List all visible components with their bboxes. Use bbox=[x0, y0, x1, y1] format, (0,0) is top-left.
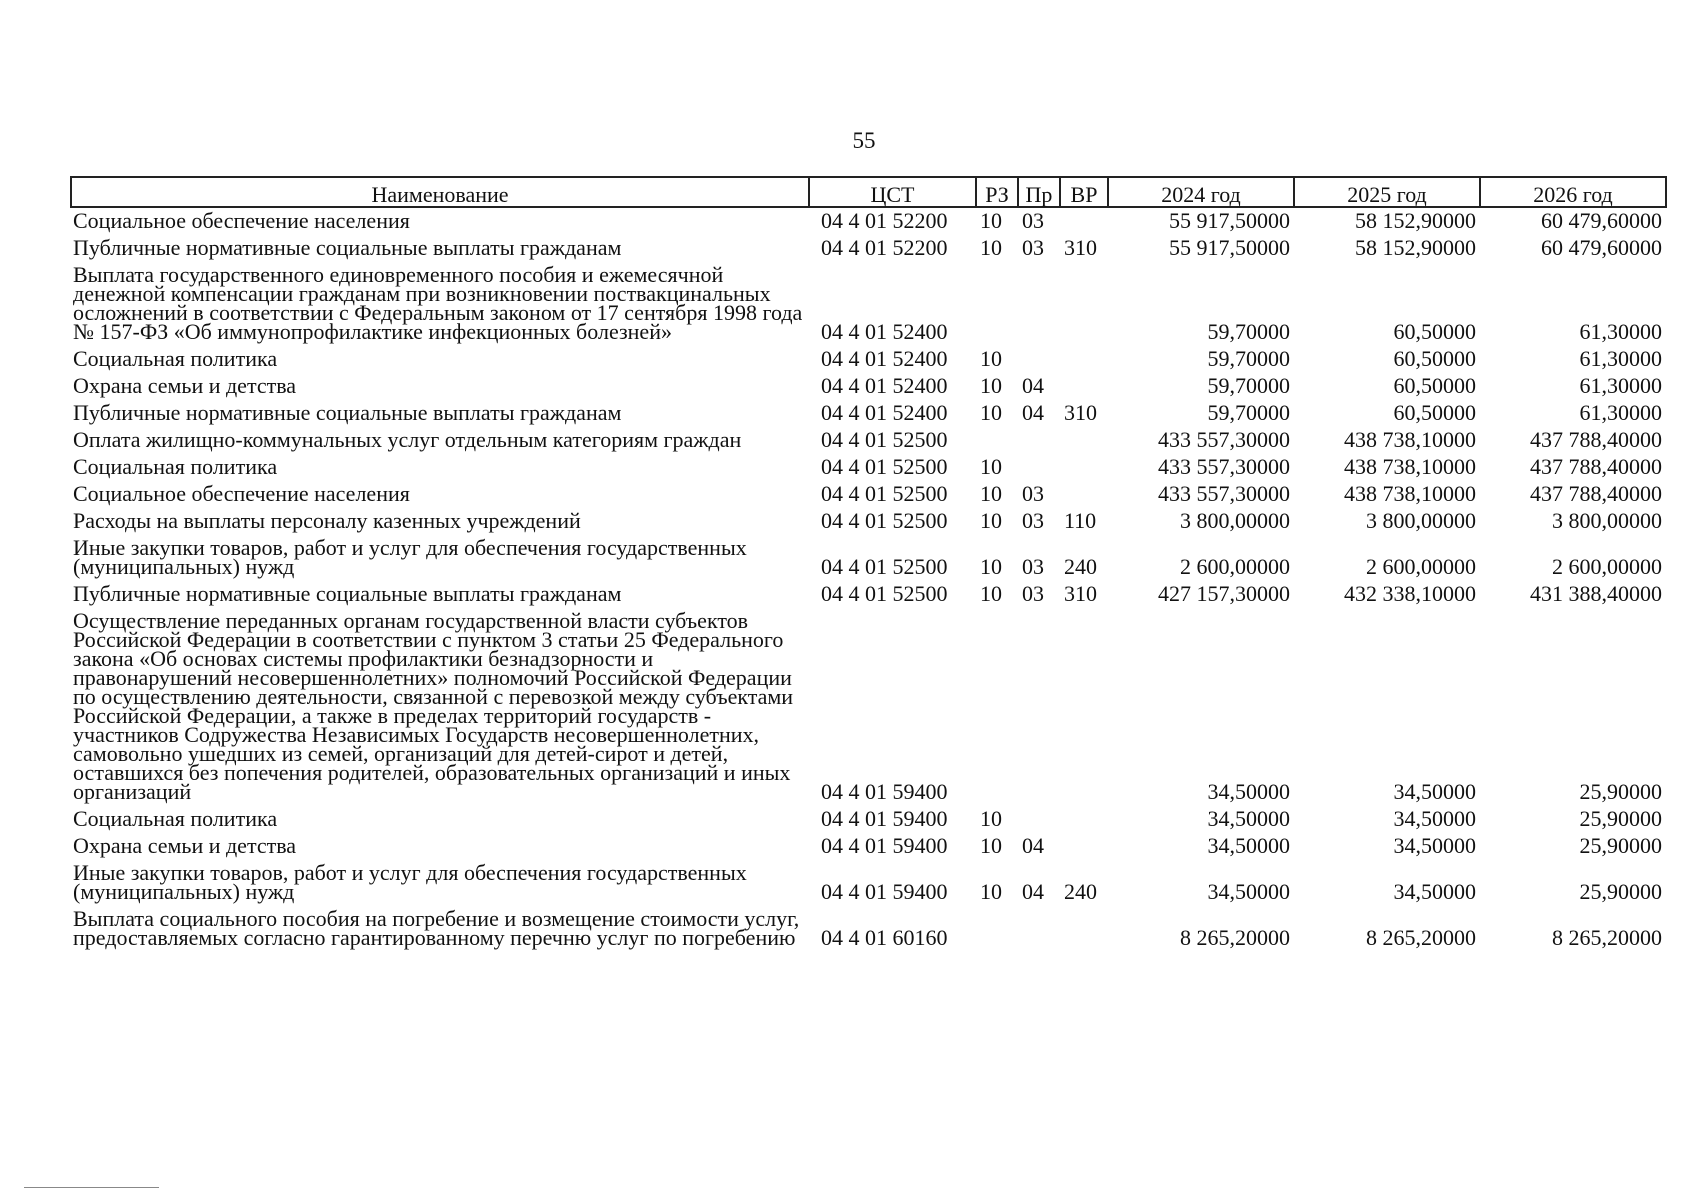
cell-vr bbox=[1060, 427, 1108, 454]
cell-rz bbox=[976, 262, 1018, 346]
cell-name: Социальная политика bbox=[73, 454, 278, 479]
cell-pr bbox=[1018, 454, 1060, 481]
cell-vr bbox=[1060, 806, 1108, 833]
cell-rz: 10 bbox=[980, 508, 1002, 533]
cell-2024: 55 917,50000 bbox=[1169, 235, 1290, 260]
cell-vr bbox=[1060, 833, 1108, 860]
header-vr: ВР bbox=[1060, 177, 1108, 207]
header-2026: 2026 год bbox=[1480, 177, 1666, 207]
cell-2026: 60 479,60000 bbox=[1541, 208, 1662, 233]
table-row bbox=[71, 346, 1666, 373]
cell-rz bbox=[976, 906, 1018, 952]
cell-cst: 04 4 01 52400 bbox=[821, 346, 948, 371]
cell-2026: 61,30000 bbox=[1579, 373, 1662, 398]
table-row bbox=[71, 608, 1666, 806]
cell-cst: 04 4 01 52500 bbox=[821, 554, 948, 579]
page-number: 55 bbox=[852, 128, 876, 153]
table-row bbox=[71, 481, 1666, 508]
cell-2024: 34,50000 bbox=[1207, 879, 1290, 904]
cell-pr: 03 bbox=[1022, 581, 1044, 606]
table-row bbox=[71, 373, 1666, 400]
budget-table bbox=[70, 176, 1667, 952]
cell-2025: 2 600,00000 bbox=[1366, 554, 1476, 579]
cell-2026: 437 788,40000 bbox=[1530, 454, 1662, 479]
cell-rz: 10 bbox=[980, 481, 1002, 506]
cell-2025: 438 738,10000 bbox=[1344, 427, 1476, 452]
cell-pr: 03 bbox=[1022, 481, 1044, 506]
cell-2024: 59,70000 bbox=[1207, 319, 1290, 344]
table-row bbox=[71, 262, 1666, 346]
footer-divider bbox=[24, 1187, 159, 1188]
cell-vr bbox=[1060, 207, 1108, 235]
cell-cst: 04 4 01 52500 bbox=[821, 427, 948, 452]
header-2025: 2025 год bbox=[1294, 177, 1480, 207]
cell-name: Публичные нормативные социальные выплаты гражданам bbox=[73, 400, 622, 425]
cell-2024: 34,50000 bbox=[1207, 833, 1290, 858]
cell-rz: 10 bbox=[980, 554, 1002, 579]
cell-2025: 438 738,10000 bbox=[1344, 454, 1476, 479]
cell-pr bbox=[1018, 906, 1060, 952]
cell-2026: 437 788,40000 bbox=[1530, 427, 1662, 452]
cell-name: Расходы на выплаты персоналу казенных учреждений bbox=[73, 508, 581, 533]
cell-2025: 34,50000 bbox=[1393, 833, 1476, 858]
cell-rz: 10 bbox=[980, 833, 1002, 858]
cell-cst: 04 4 01 52400 bbox=[821, 400, 948, 425]
cell-2024: 34,50000 bbox=[1207, 779, 1290, 804]
cell-cst: 04 4 01 60160 bbox=[821, 925, 948, 950]
cell-name: Охрана семьи и детства bbox=[73, 373, 297, 398]
cell-2026: 61,30000 bbox=[1579, 319, 1662, 344]
cell-rz bbox=[976, 427, 1018, 454]
cell-rz: 10 bbox=[980, 373, 1002, 398]
cell-name: Публичные нормативные социальные выплаты гражданам bbox=[73, 235, 622, 260]
cell-2024: 8 265,20000 bbox=[1180, 925, 1290, 950]
cell-name: Иные закупки товаров, работ и услуг для обеспечения государственных (муниципальных) нужд bbox=[73, 535, 747, 579]
cell-2025: 438 738,10000 bbox=[1344, 481, 1476, 506]
table-row bbox=[71, 427, 1666, 454]
cell-2025: 3 800,00000 bbox=[1366, 508, 1476, 533]
table-row bbox=[71, 535, 1666, 581]
cell-vr bbox=[1060, 906, 1108, 952]
table-row bbox=[71, 400, 1666, 427]
cell-pr: 03 bbox=[1022, 208, 1044, 233]
cell-pr bbox=[1018, 806, 1060, 833]
cell-pr bbox=[1018, 346, 1060, 373]
cell-cst: 04 4 01 52400 bbox=[821, 373, 948, 398]
cell-cst: 04 4 01 52200 bbox=[821, 235, 948, 260]
table-row bbox=[71, 508, 1666, 535]
cell-2026: 25,90000 bbox=[1579, 806, 1662, 831]
cell-cst: 04 4 01 52400 bbox=[821, 319, 948, 344]
cell-pr bbox=[1018, 427, 1060, 454]
cell-pr bbox=[1018, 262, 1060, 346]
cell-2024: 59,70000 bbox=[1207, 346, 1290, 371]
cell-2024: 427 157,30000 bbox=[1158, 581, 1290, 606]
cell-vr: 240 bbox=[1064, 879, 1097, 904]
cell-2025: 60,50000 bbox=[1393, 346, 1476, 371]
cell-pr bbox=[1018, 608, 1060, 806]
cell-2025: 60,50000 bbox=[1393, 373, 1476, 398]
cell-2026: 61,30000 bbox=[1579, 346, 1662, 371]
cell-vr bbox=[1060, 608, 1108, 806]
cell-vr bbox=[1060, 373, 1108, 400]
cell-2025: 34,50000 bbox=[1393, 806, 1476, 831]
cell-2024: 433 557,30000 bbox=[1158, 481, 1290, 506]
cell-rz: 10 bbox=[980, 400, 1002, 425]
cell-2025: 432 338,10000 bbox=[1344, 581, 1476, 606]
cell-rz bbox=[976, 608, 1018, 806]
cell-2024: 59,70000 bbox=[1207, 400, 1290, 425]
cell-rz: 10 bbox=[980, 879, 1002, 904]
cell-rz: 10 bbox=[980, 454, 1002, 479]
header-name: Наименование bbox=[71, 177, 809, 207]
cell-2025: 8 265,20000 bbox=[1366, 925, 1476, 950]
cell-2024: 433 557,30000 bbox=[1158, 427, 1290, 452]
cell-2026: 437 788,40000 bbox=[1530, 481, 1662, 506]
table-row bbox=[71, 906, 1666, 952]
cell-2025: 58 152,90000 bbox=[1355, 208, 1476, 233]
cell-2025: 58 152,90000 bbox=[1355, 235, 1476, 260]
cell-2026: 25,90000 bbox=[1579, 833, 1662, 858]
cell-vr: 240 bbox=[1064, 554, 1097, 579]
header-pr: Пр bbox=[1018, 177, 1060, 207]
cell-2025: 60,50000 bbox=[1393, 400, 1476, 425]
cell-name: Социальная политика bbox=[73, 806, 278, 831]
cell-name: Оплата жилищно-коммунальных услуг отдельным категориям граждан bbox=[73, 427, 742, 452]
cell-vr bbox=[1060, 262, 1108, 346]
cell-2025: 60,50000 bbox=[1393, 319, 1476, 344]
cell-2026: 60 479,60000 bbox=[1541, 235, 1662, 260]
cell-vr bbox=[1060, 481, 1108, 508]
cell-2024: 433 557,30000 bbox=[1158, 454, 1290, 479]
cell-name: Публичные нормативные социальные выплаты гражданам bbox=[73, 581, 622, 606]
cell-2025: 34,50000 bbox=[1393, 879, 1476, 904]
cell-pr: 03 bbox=[1022, 508, 1044, 533]
table-row bbox=[71, 207, 1666, 235]
table-row bbox=[71, 833, 1666, 860]
cell-rz: 10 bbox=[980, 581, 1002, 606]
cell-rz: 10 bbox=[980, 208, 1002, 233]
cell-rz: 10 bbox=[980, 235, 1002, 260]
cell-2026: 431 388,40000 bbox=[1530, 581, 1662, 606]
cell-name: Социальная политика bbox=[73, 346, 278, 371]
table-row bbox=[71, 581, 1666, 608]
cell-cst: 04 4 01 52200 bbox=[821, 208, 948, 233]
cell-pr: 03 bbox=[1022, 235, 1044, 260]
cell-pr: 03 bbox=[1022, 554, 1044, 579]
cell-name: Социальное обеспечение населения bbox=[73, 481, 410, 506]
cell-name: Выплата социального пособия на погребение и возмещение стоимости услуг, предоставляемых согласно гарантированному перечню услуг по погребению bbox=[73, 906, 800, 950]
cell-cst: 04 4 01 59400 bbox=[821, 779, 948, 804]
table-row bbox=[71, 806, 1666, 833]
header-2024: 2024 год bbox=[1108, 177, 1294, 207]
table-header bbox=[71, 177, 1666, 207]
table-row bbox=[71, 860, 1666, 906]
cell-2026: 25,90000 bbox=[1579, 879, 1662, 904]
cell-2026: 8 265,20000 bbox=[1552, 925, 1662, 950]
cell-cst: 04 4 01 52500 bbox=[821, 454, 948, 479]
cell-cst: 04 4 01 52500 bbox=[821, 508, 948, 533]
header-rz: РЗ bbox=[976, 177, 1018, 207]
cell-vr: 110 bbox=[1064, 508, 1097, 533]
cell-name: Выплата государственного единовременного пособия и ежемесячной денежной компенсации гражданам при возникновении поствакцинальных осложнений в соответствии с Федеральным законом от 17 сентября 1998 года № 157-ФЗ «Об иммунопрофилактике инфекционных болезней» bbox=[73, 262, 803, 344]
cell-2024: 34,50000 bbox=[1207, 806, 1290, 831]
cell-2025: 34,50000 bbox=[1393, 779, 1476, 804]
cell-2026: 2 600,00000 bbox=[1552, 554, 1662, 579]
cell-pr: 04 bbox=[1022, 833, 1044, 858]
header-cst: ЦСТ bbox=[809, 177, 976, 207]
cell-2026: 25,90000 bbox=[1579, 779, 1662, 804]
cell-vr: 310 bbox=[1064, 400, 1097, 425]
cell-2024: 3 800,00000 bbox=[1180, 508, 1290, 533]
cell-cst: 04 4 01 59400 bbox=[821, 879, 948, 904]
cell-rz: 10 bbox=[980, 346, 1002, 371]
cell-2026: 3 800,00000 bbox=[1552, 508, 1662, 533]
cell-2024: 59,70000 bbox=[1207, 373, 1290, 398]
cell-2024: 2 600,00000 bbox=[1180, 554, 1290, 579]
cell-cst: 04 4 01 52500 bbox=[821, 481, 948, 506]
cell-name: Социальное обеспечение населения bbox=[73, 208, 410, 233]
cell-2026: 61,30000 bbox=[1579, 400, 1662, 425]
cell-2024: 55 917,50000 bbox=[1169, 208, 1290, 233]
cell-name: Охрана семьи и детства bbox=[73, 833, 297, 858]
cell-rz: 10 bbox=[980, 806, 1002, 831]
cell-cst: 04 4 01 52500 bbox=[821, 581, 948, 606]
cell-cst: 04 4 01 59400 bbox=[821, 833, 948, 858]
cell-vr: 310 bbox=[1064, 581, 1097, 606]
cell-cst: 04 4 01 59400 bbox=[821, 806, 948, 831]
cell-vr bbox=[1060, 346, 1108, 373]
table-row bbox=[71, 454, 1666, 481]
table-row bbox=[71, 235, 1666, 262]
cell-pr: 04 bbox=[1022, 400, 1044, 425]
cell-pr: 04 bbox=[1022, 879, 1044, 904]
cell-name: Осуществление переданных органам государственной власти субъектов Российской Федерации в соответствии с пунктом 3 статьи 25 Федерального закона «Об основах системы профилактики безнадзорности и правонарушений несовершеннолетних» полномочий Российской Федерации по осуществлению деятельности, связанной с перевозкой между субъектами Российской Федерации, а также в пределах территорий государств - участников Содружества Независимых Государств несовершеннолетних, самовольно ушедших из семей, организаций для детей-сирот и детей, оставшихся без попечения родителей, образовательных организаций и иных организаций bbox=[73, 608, 794, 804]
cell-pr: 04 bbox=[1022, 373, 1044, 398]
cell-name: Иные закупки товаров, работ и услуг для обеспечения государственных (муниципальных) нужд bbox=[73, 860, 747, 904]
table-body bbox=[71, 207, 1666, 952]
cell-vr bbox=[1060, 454, 1108, 481]
cell-vr: 310 bbox=[1064, 235, 1097, 260]
